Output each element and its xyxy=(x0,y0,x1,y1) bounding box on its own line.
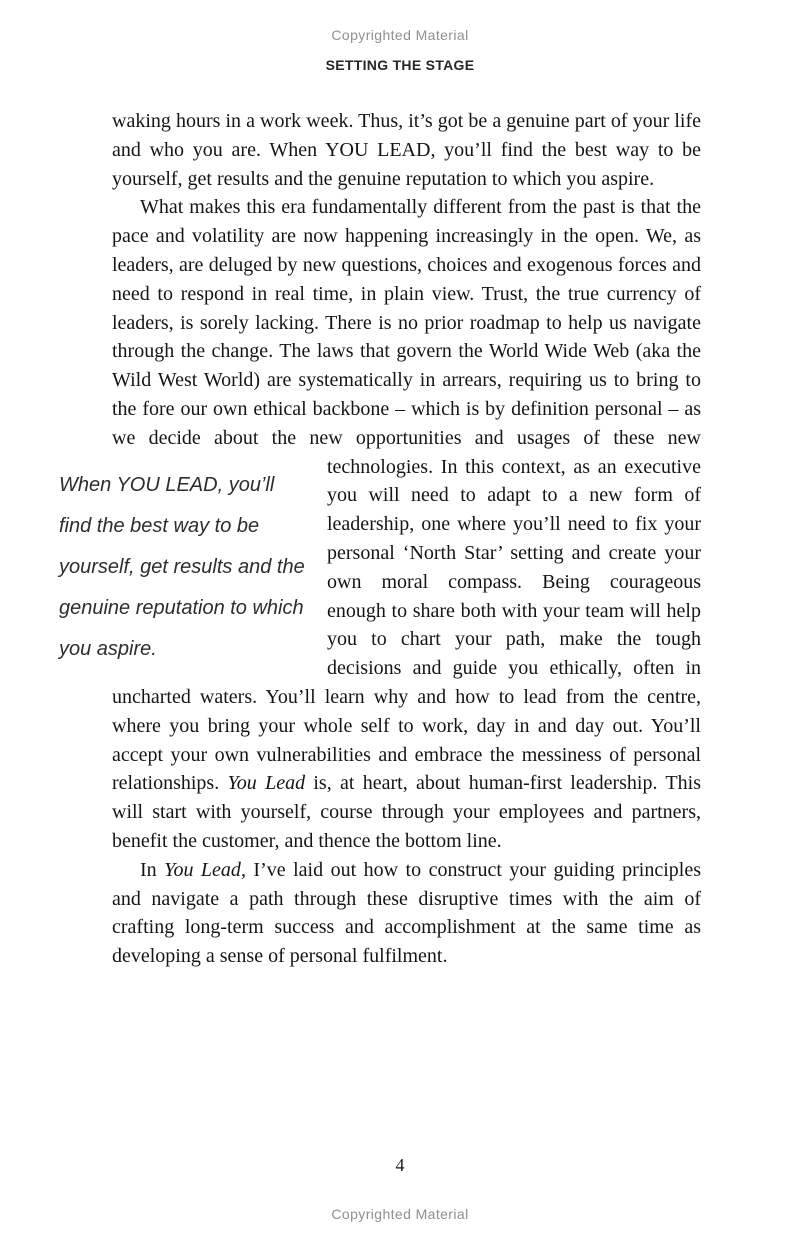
book-title-italic: You Lead xyxy=(227,772,306,795)
paragraph-main xyxy=(59,193,701,855)
copyright-notice-top: Copyrighted Material xyxy=(331,27,469,43)
paragraph-final xyxy=(112,856,701,971)
pull-quote: When YOU LEAD, you’ll find the best way to be yourself, get results and the genuine reputation to which you aspire. xyxy=(59,473,305,660)
book-title-italic: You Lead xyxy=(164,858,241,881)
copyright-notice-bottom: Copyrighted Material xyxy=(331,1206,469,1222)
paragraph-main-before-quote: What makes this era fundamentally different from the past is that the pace and volatility are now happening increasingly in the open. We, as leaders, are deluged by new questions, choices and exogenous forces and need to respond in real time, in plain view. Trust, the true currency of leaders, is sorely lacking. There is no prior roadmap to help us navigate through the change. The laws that govern the World Wide Web (aka the Wild West World) are systematically in arrears, requiring us to bring to the fore our own ethical backbone – which is by definition personal – as we decide about the new opportunities and usages of these new xyxy=(112,196,701,449)
page-number: 4 xyxy=(395,1155,405,1175)
body-text xyxy=(59,107,701,971)
paragraph-final-lead-in: In xyxy=(140,858,165,881)
running-header: SETTING THE STAGE xyxy=(325,57,475,73)
paragraph-continued: waking hours in a work week. Thus, it’s got be a genuine part of your life and who you are. When YOU LEAD, you’ll find the best way to be yourself, get results and the genuine reputation to which you aspire. xyxy=(112,110,701,190)
paragraph-final-rest: , I’ve laid out how to construct your guiding principles and navigate a path through these disruptive times with the aim of crafting long-term success and accomplishment at the same time as developing a sense of personal fulfilment. xyxy=(112,858,701,968)
paragraph-main-closing: is, at heart, about human-first leadership. This will start with yourself, course through your employees and partners, benefit the customer, and thence the bottom line. xyxy=(112,772,701,852)
paragraph-main-after-quote: technologies. In this context, as an executive you will need to adapt to a new form of leadership, one where you’ll need to fix your personal ‘North Star’ setting and create your own moral compass. Being courageous enough to share both with your team will help you to chart your path, make the tough decisions and guide you ethically, often in uncharted waters. You’ll learn why and how to lead from the centre, where you bring your whole self to work, day in and day out. You’ll accept your own vulnerabilities and embrace the messiness of personal relationships. xyxy=(112,455,701,795)
